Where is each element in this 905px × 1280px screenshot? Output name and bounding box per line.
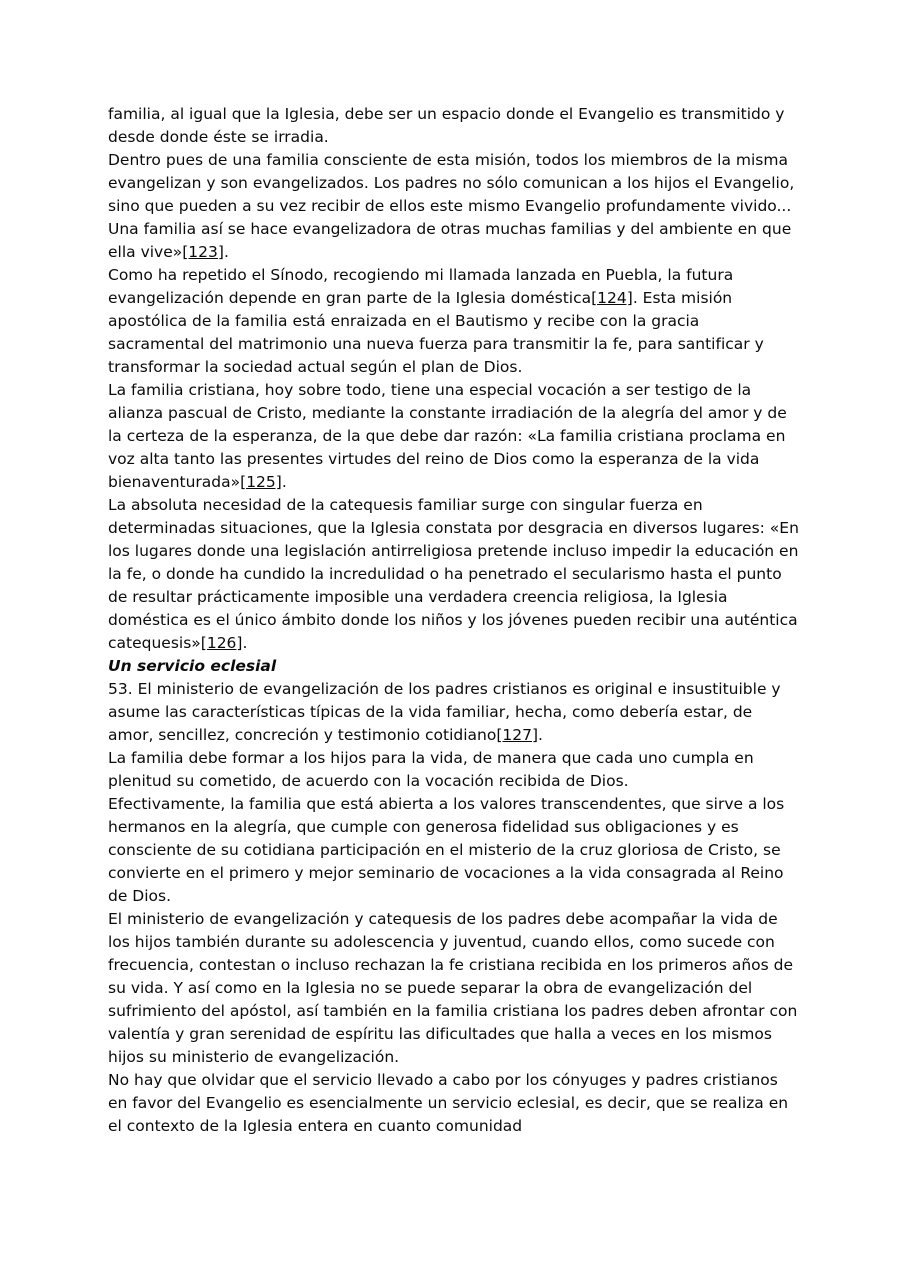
text-run: No hay que olvidar que el servicio llevado a cabo por los cónyuges y padres cristianos en favor del Evangelio es esencialmente un servicio eclesial, es decir, que se realiza en el contexto de la Iglesia entera en cuanto comunidad: [108, 1071, 789, 1135]
text-run: La absoluta necesidad de la catequesis familiar surge con singular fuerza en determinadas situaciones, que la Iglesia constata por desgracia en diversos lugares: «En los lugares donde una legislación antirreligiosa pretende incluso impedir la educación en la fe, o donde ha cundido la incredulidad o ha penetrado el secularismo hasta el punto de resultar prácticamente imposible una verdadera creencia religiosa, la Iglesia doméstica es el único ámbito donde los niños y los jóvenes pueden recibir una auténtica catequesis»: [108, 496, 799, 652]
text-run: .: [538, 726, 543, 744]
section-heading: [108, 655, 800, 678]
text-run: Como ha repetido el Sínodo, recogiendo mi llamada lanzada en Puebla, la futura evangelización depende en gran parte de la Iglesia doméstica: [108, 266, 734, 307]
footnote-link[interactable]: [126]: [200, 634, 243, 652]
paragraph: [108, 747, 800, 793]
text-run: .: [242, 634, 248, 652]
paragraph: [108, 494, 800, 655]
paragraph: [108, 678, 800, 747]
paragraph: [108, 379, 800, 494]
text-run: La familia cristiana, hoy sobre todo, tiene una especial vocación a ser testigo de la alianza pascual de Cristo, mediante la constante irradiación de la alegría del amor y de la certeza de la esperanza, de la que debe dar razón: «La familia cristiana proclama en voz alta tanto las presentes virtudes del reino de Dios como la esperanza de la vida bienaventurada»: [108, 381, 787, 491]
footnote-link[interactable]: [123]: [182, 243, 224, 261]
document-text-column: [108, 103, 800, 1138]
text-run: 53. El ministerio de evangelización de los padres cristianos es original e insustituible y asume las características típicas de la vida familiar, hecha, como debería estar, de amor, sencillez, concreción y testimonio cotidiano: [108, 680, 781, 744]
text-run: Un servicio eclesial: [108, 657, 277, 675]
paragraph: [108, 103, 800, 149]
text-run: La familia debe formar a los hijos para la vida, de manera que cada uno cumpla en plenitud su cometido, de acuerdo con la vocación recibida de Dios.: [108, 749, 754, 790]
paragraph: [108, 793, 800, 908]
text-run: . Esta misión apostólica de la familia está enraizada en el Bautismo y recibe con la gracia sacramental del matrimonio una nueva fuerza para transmitir la fe, para santificar y transformar la sociedad actual según el plan de Dios.: [108, 289, 764, 376]
footnote-link[interactable]: [127]: [496, 726, 539, 744]
text-run: Efectivamente, la familia que está abierta a los valores transcendentes, que sirve a los hermanos en la alegría, que cumple con generosa fidelidad sus obligaciones y es consciente de su cotidiana participación en el misterio de la cruz gloriosa de Cristo, se convierte en el primero y mejor seminario de vocaciones a la vida consagrada al Reino de Dios.: [108, 795, 785, 905]
paragraph: [108, 1069, 800, 1138]
paragraph: [108, 908, 800, 1069]
paragraph: [108, 149, 800, 264]
text-run: familia, al igual que la Iglesia, debe ser un espacio donde el Evangelio es transmitido y desde donde éste se irradia.: [108, 105, 785, 146]
footnote-link[interactable]: [125]: [240, 473, 282, 491]
text-run: .: [281, 473, 287, 491]
paragraph: [108, 264, 800, 379]
text-run: El ministerio de evangelización y catequesis de los padres debe acompañar la vida de los hijos también durante su adolescencia y juventud, cuando ellos, como sucede con frecuencia, contestan o incluso rechazan la fe cristiana recibida en los primeros años de su vida. Y así como en la Iglesia no se puede separar la obra de evangelización del sufrimiento del apóstol, así también en la familia cristiana los padres deben afrontar con valentía y gran serenidad de espíritu las dificultades que halla a veces en los mismos hijos su ministerio de evangelización.: [108, 910, 798, 1066]
text-run: Dentro pues de una familia consciente de esta misión, todos los miembros de la misma evangelizan y son evangelizados. Los padres no sólo comunican a los hijos el Evangelio, sino que pueden a su vez recibir de ellos este mismo Evangelio profundamente vivido... Una familia así se hace evangelizadora de otras muchas familias y del ambiente en que ella vive»: [108, 151, 795, 261]
text-run: .: [223, 243, 229, 261]
footnote-link[interactable]: [124]: [591, 289, 633, 307]
